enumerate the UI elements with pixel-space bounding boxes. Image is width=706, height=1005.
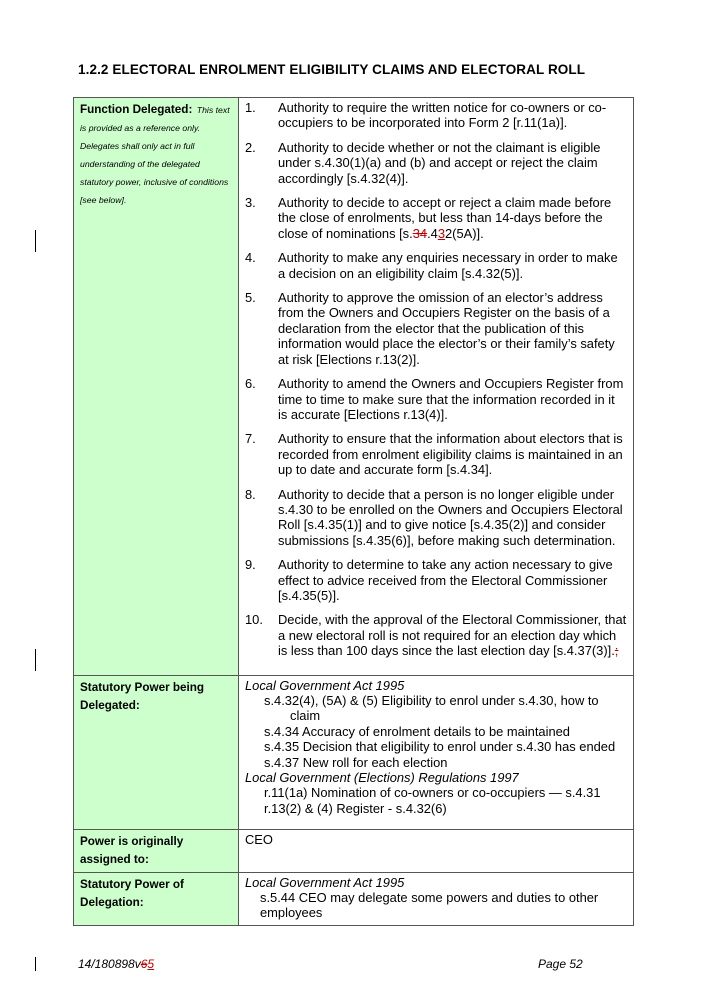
list-item (245, 250, 627, 281)
power-assigned-value-cell (239, 829, 634, 872)
regulation-line: r.13(2) & (4) Register - s.4.32(6) (264, 800, 447, 816)
regulation-line: r.11(1a) Nomination of co-owners or co-occupiers — s.4.31 (264, 785, 601, 801)
section-line: s.4.32(4), (5A) & (5) Eligibility to enrol under s.4.30, how to (264, 693, 599, 708)
page-number: Page 52 (538, 957, 583, 971)
item-text: Authority to ensure that the information about electors that is recorded from enrolment eligibility claims is maintained in an up to date and accurate form [s.4.34]. (278, 431, 623, 478)
item-text: Authority to make any enquiries necessary in order to make a decision on an eligibility claim [s.4.32(5)]. (278, 250, 618, 281)
section-line: employees (260, 905, 323, 921)
section-line: s.4.34 Accuracy of enrolment details to be maintained (264, 723, 570, 739)
section-line: s.4.35 Decision that eligibility to enrol under s.4.30 has ended (264, 739, 616, 755)
list-item (245, 487, 627, 549)
delegation-table (73, 97, 634, 926)
function-delegated-label: Function Delegated: (80, 103, 193, 116)
power-of-delegation-label: Statutory Power of Delegation: (80, 877, 184, 909)
statutory-power-value-cell (239, 675, 634, 829)
statutory-power-label: Statutory Power being Delegated: (80, 680, 205, 712)
statutory-power-label-cell (74, 675, 239, 829)
list-item (245, 557, 627, 603)
change-bar (35, 649, 36, 671)
function-delegated-label-cell (74, 98, 239, 676)
doc-ref-text: 14/180898v (78, 957, 141, 971)
function-delegated-value-cell (239, 98, 634, 676)
tracked-insertion: 5 (147, 957, 155, 971)
function-list (245, 100, 627, 659)
item-number: 8. (245, 486, 256, 502)
item-number: 9. (245, 557, 256, 573)
list-item (245, 376, 627, 422)
regulations-title: Local Government (Elections) Regulations 1997 (245, 770, 519, 786)
item-text (278, 612, 627, 658)
list-item (245, 612, 627, 658)
section-line: claim (290, 708, 321, 724)
tracked-insertion: 3 (437, 225, 445, 241)
item-text: Authority to require the written notice for co-owners or co-occupiers to be incorporated into Form 2 [r.11(1a)]. (278, 100, 607, 131)
change-bar (35, 957, 36, 971)
power-assigned-label: Power is originally assigned to: (80, 834, 184, 866)
item-number: 1. (245, 100, 256, 115)
list-item (245, 100, 627, 131)
act-title: Local Government Act 1995 (245, 874, 405, 890)
change-bar (35, 230, 36, 252)
section-line: s.4.37 New roll for each election (264, 754, 448, 770)
tracked-deletion: 6 (140, 957, 148, 971)
list-item (245, 290, 627, 367)
item-text: Authority to amend the Owners and Occupiers Register from time to time to make sure that the information recorded in it is accurate [Elections r.13(4)]. (278, 376, 624, 422)
item-number: 4. (245, 250, 256, 266)
power-assigned-label-cell (74, 829, 239, 872)
table-row (74, 872, 634, 925)
list-item (245, 195, 627, 241)
item-number: 2. (245, 139, 256, 155)
item-number: 6. (245, 376, 256, 392)
table-row (74, 98, 634, 676)
power-of-delegation-value-cell (239, 872, 634, 925)
item-text-part: Decide, with the approval of the Electoral Commissioner, that a new electoral roll is not required for an election day which is less than 100 days since the last election day [s.4.37(3)]. (278, 612, 627, 659)
function-delegated-note: This text is provided as a reference only. Delegates shall only act in full understanding of the delegated statutory power, inclusive of conditions [see below]. (80, 105, 230, 205)
item-number: 5. (245, 290, 256, 306)
item-text-part: .4 (427, 225, 438, 241)
section-line: s.5.44 CEO may delegate some powers and duties to other (260, 890, 599, 905)
list-item (245, 140, 627, 186)
power-assigned-value: CEO (245, 831, 273, 847)
section-heading: 1.2.2 ELECTORAL ENROLMENT ELIGIBILITY CLAIMS AND ELECTORAL ROLL (78, 62, 586, 77)
tracked-deletion: 34 (412, 225, 428, 241)
item-text: Authority to determine to take any action necessary to give effect to advice received from the Electoral Commissioner [s.4.35(5)]. (278, 557, 613, 603)
power-of-delegation-label-cell (74, 872, 239, 925)
item-number: 3. (245, 195, 256, 211)
item-text-part: Authority to decide to accept or reject a claim made before the close of enrolments, but less than 14-days before the close of nominations [s. (278, 195, 612, 241)
item-number: 7. (245, 431, 256, 447)
table-row (74, 829, 634, 872)
item-text: Authority to approve the omission of an elector’s address from the Owners and Occupiers Register on the basis of a declaration from the elector that the publication of this information would place the elector’s or their family’s safety at risk [Elections r.13(2)]. (278, 290, 615, 367)
tracked-deletion: ; (614, 643, 619, 659)
item-text: Authority to decide that a person is no longer eligible under s.4.30 to be enrolled on the Owners and Occupiers Electoral Roll [s.4.35(1)] and to give notice [s.4.35(2)] and consider submissions [s.4.35(6)], before making such determination. (278, 486, 623, 548)
document-reference (78, 957, 154, 971)
item-text: Authority to decide whether or not the claimant is eligible under s.4.30(1)(a) and (b) and accept or reject the claim accordingly [s.4.32(4)]. (278, 139, 601, 186)
item-number: 10. (245, 612, 263, 628)
act-title: Local Government Act 1995 (245, 677, 405, 693)
item-text (278, 195, 627, 241)
list-item (245, 431, 627, 477)
table-row (74, 675, 634, 829)
item-text-part: 2(5A)]. (445, 225, 484, 241)
